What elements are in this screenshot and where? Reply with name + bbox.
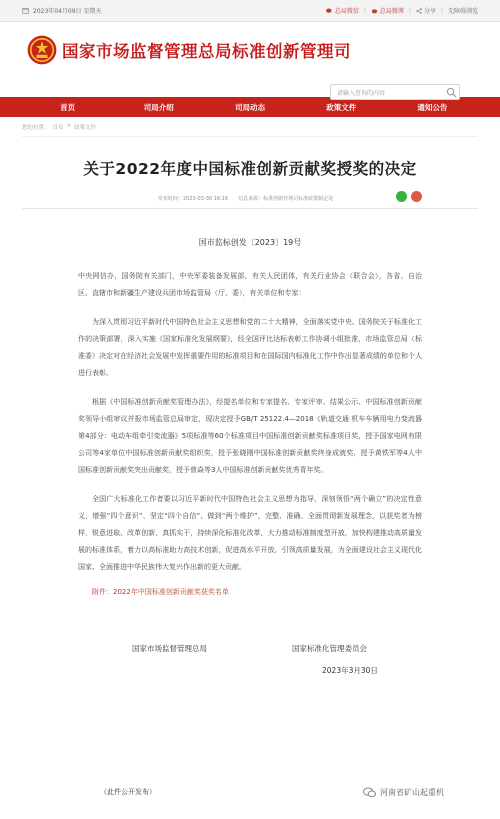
share-buttons <box>396 191 422 202</box>
signature-date: 2023年3月30日 <box>322 666 378 675</box>
search-icon[interactable] <box>446 87 457 98</box>
article-body <box>22 268 478 601</box>
nav-item-notices[interactable]: 通知公告 <box>417 102 448 112</box>
article-title: 关于2022年度中国标准创新贡献奖授奖的决定 <box>83 160 417 178</box>
signature-block <box>22 643 478 703</box>
signature-sac: 国家标准化管理委员会 <box>292 644 367 653</box>
search-input[interactable] <box>330 84 460 100</box>
watermark-text: 河南省矿山起重机 <box>380 788 444 797</box>
search-placeholder: 请输入查询的内容 <box>337 89 386 97</box>
weibo-icon <box>371 8 378 14</box>
breadcrumb-policy[interactable]: 政策文件 <box>74 125 97 131</box>
body-paragraph: 为深入贯彻习近平新时代中国特色社会主义思想和党的二十大精神，全面落实党中央、国务院关于标准化工作的决策部署，深入实施《国家标准化发展纲要》，经全国评比达标表彰工作协调小组批准，市场监管总局（标准委）决定对在经济社会发展中发挥重要作用的标准项目和在国际国内标准化工作中作出显著成绩的单位和个人进行表彰。 <box>78 318 422 377</box>
body-paragraph: 根据《中国标准创新贡献奖管理办法》，经提名单位和专家提名、专家评审、结果公示、中国标准创新贡献奖领导小组审议并报市场监管总局审定，现决定授予GB/T 25122.4—2018《轨道交通 机车车辆用电力变流器 第4部分：电动车组牵引变流器》5项标准等60个标准项目中国标准创新贡献奖标准项目奖，授予国家电网有限公司等4家单位中国标准创新贡献奖组织奖，授予张晓刚中国标准创新贡献奖终身成就奖，授予黄铁军等4人中国标准创新贡献奖突出贡献奖，授予曾焱等3人中国标准创新贡献奖优秀青年奖。 <box>78 398 422 474</box>
site-header <box>0 22 500 97</box>
calendar-icon <box>22 7 29 14</box>
info-source: 信息来源：标准创新管理司标准政策制定处 <box>238 196 334 202</box>
share-icon <box>416 8 422 14</box>
utility-links: 总局微信 | 总局微博 | 分享 | 无障碍浏览 <box>326 6 478 15</box>
weibo-share-icon[interactable] <box>411 191 422 202</box>
nav-item-news[interactable]: 司局动态 <box>235 102 265 112</box>
date-display <box>22 6 101 15</box>
nav-item-about[interactable]: 司局介绍 <box>143 102 174 112</box>
addressee-paragraph: 中央网信办，国务院有关部门，中央军委装备发展部，有关人民团体，有关行业协会（联合会），各省、自治区、直辖市和新疆生产建设兵团市场监管局（厅、委），有关单位和专家： <box>78 272 422 297</box>
article <box>22 157 478 703</box>
watermark <box>363 787 444 798</box>
body-paragraph: 全国广大标准化工作者要以习近平新时代中国特色社会主义思想为指导，深刻领悟“两个确立”的决定性意义，增强“四个意识”、坚定“四个自信”、做到“两个维护”，完整、准确、全面贯彻新发展理念，以获奖者为榜样，锐意进取、改革创新、真抓实干，持续深化标准化改革，大力推动标准制度型开放，加快构建推动高质量发展的标准体系，着力以高标准助力高技术创新，促进高水平开放，引领高质量发展，为全面建设社会主义现代化国家、全面推进中华民族伟大复兴作出新的更大贡献。 <box>78 495 422 571</box>
top-utility-bar <box>0 0 500 22</box>
public-note: （此件公开发布） <box>100 788 156 796</box>
nav-item-policy[interactable]: 政策文件 <box>326 102 357 112</box>
document-number: 国市监标创发〔2023〕19号 <box>198 238 302 247</box>
accessibility-link[interactable]: 无障碍浏览 <box>447 8 478 15</box>
attachment-link[interactable]: 附件：2022年中国标准创新贡献奖获奖名单 <box>92 588 229 596</box>
nav-item-home[interactable]: 首页 <box>60 102 76 112</box>
wechat-link[interactable]: 总局微信 <box>326 6 359 15</box>
breadcrumb-prefix: 您的位置： <box>22 125 50 131</box>
article-meta <box>22 191 478 209</box>
national-emblem-icon <box>26 34 58 66</box>
weibo-link[interactable]: 总局微博 <box>371 6 404 15</box>
main-nav <box>0 97 500 117</box>
share-link[interactable]: 分享 <box>416 6 436 15</box>
wechat-watermark-icon <box>363 787 376 798</box>
publish-time: 发布时间：2023-03-30 16:16 <box>158 196 229 202</box>
signature-samr: 国家市场监督管理总局 <box>132 644 207 653</box>
site-title[interactable]: 国家市场监督管理总局标准创新管理司 <box>62 42 351 61</box>
breadcrumb-home[interactable]: 首页 <box>52 125 64 131</box>
wechat-icon <box>326 8 333 14</box>
breadcrumb: 您的位置： 首页 > 政策文件 <box>22 123 478 137</box>
wechat-share-icon[interactable] <box>396 191 407 202</box>
date-text: 2023年04月09日 星期天 <box>33 8 102 15</box>
